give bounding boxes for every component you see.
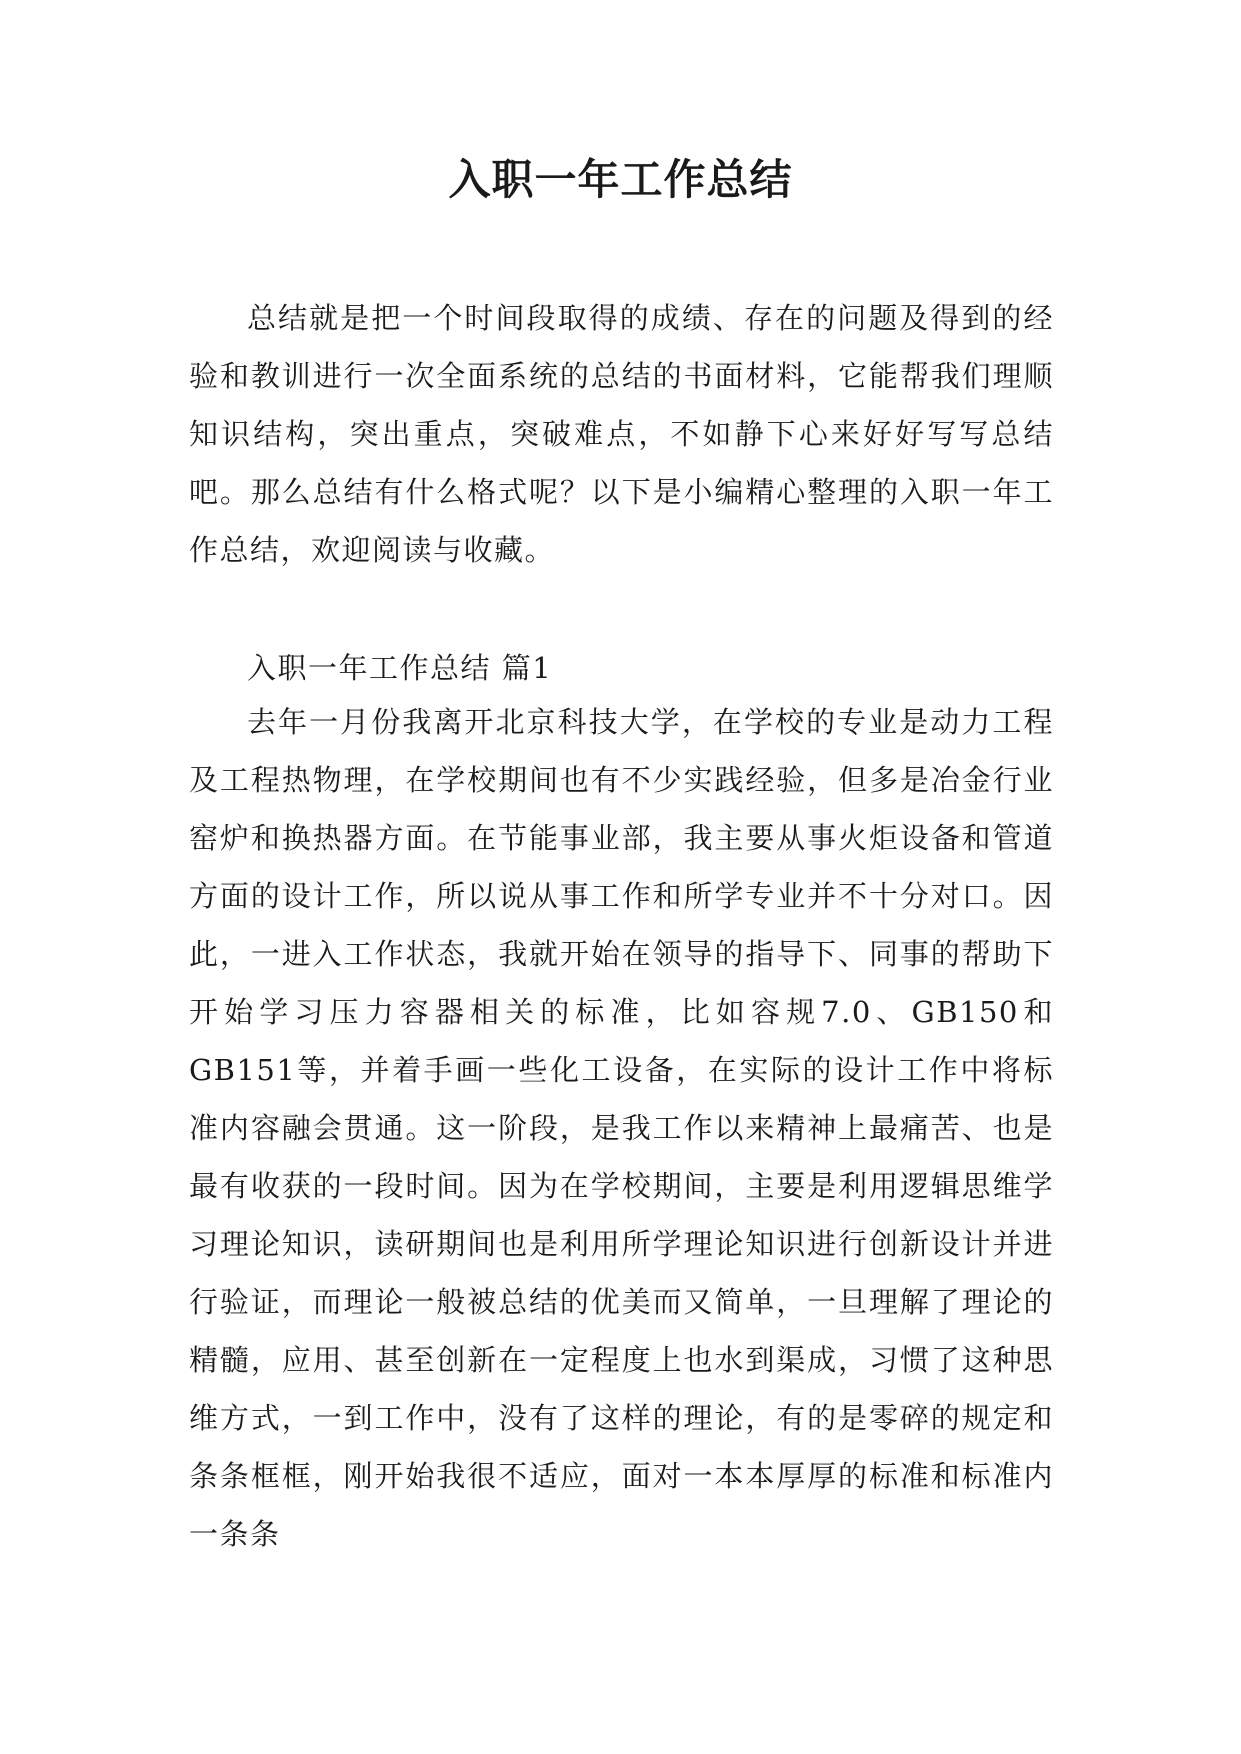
section-heading: 入职一年工作总结 篇1 [247,651,553,685]
intro-paragraph: 总结就是把一个时间段取得的成绩、存在的问题及得到的经验和教训进行一次全面系统的总结的书面材料，它能帮我们理顺知识结构，突出重点，突破难点，不如静下心来好好写写总结吧。那么总结有什么格式呢？以下是小编精心整理的入职一年工作总结，欢迎阅读与收藏。 [189,301,1054,567]
document-title: 入职一年工作总结 [448,155,793,204]
article-paragraph: 去年一月份我离开北京科技大学，在学校的专业是动力工程及工程热物理，在学校期间也有不少实践经验，但多是冶金行业窑炉和换热器方面。在节能事业部，我主要从事火炬设备和管道方面的设计工作，所以说从事工作和所学专业并不十分对口。因此，一进入工作状态，我就开始在领导的指导下、同事的帮助下开始学习压力容器相关的标准，比如容规7.0、GB150和GB151等，并着手画一些化工设备，在实际的设计工作中将标准内容融会贯通。这一阶段，是我工作以来精神上最痛苦、也是最有收获的一段时间。因为在学校期间，主要是利用逻辑思维学习理论知识，读研期间也是利用所学理论知识进行创新设计并进行验证，而理论一般被总结的优美而又简单，一旦理解了理论的精髓，应用、甚至创新在一定程度上也水到渠成，习惯了这种思维方式，一到工作中，没有了这样的理论，有的是零碎的规定和条条框框，刚开始我很不适应，面对一本本厚厚的标准和标准内一条条 [189,705,1054,1551]
